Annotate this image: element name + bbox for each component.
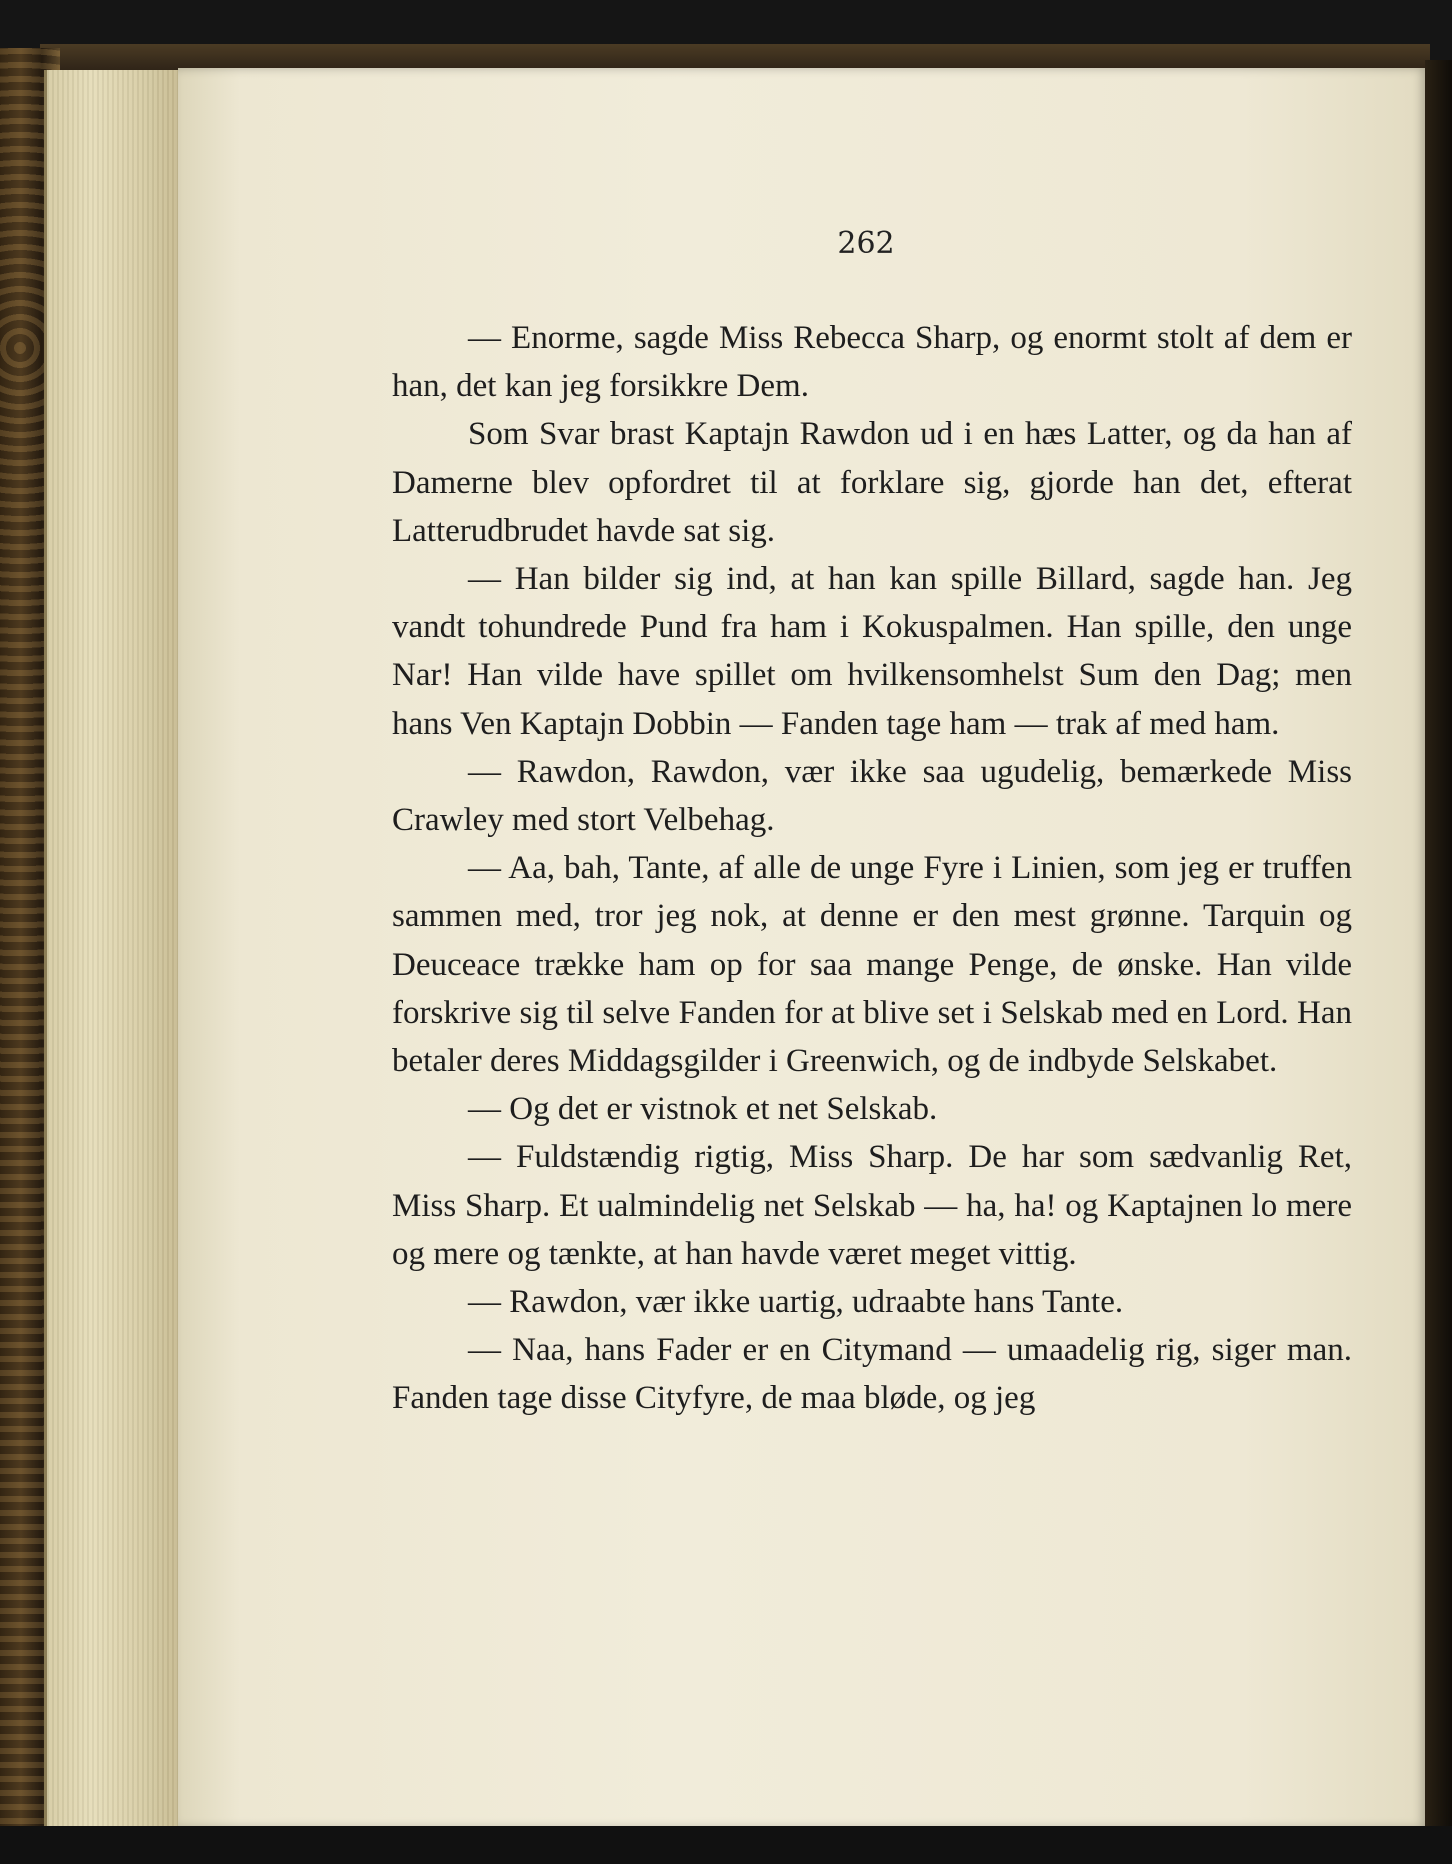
bottom-shadow [0,1826,1452,1864]
page-edges [44,70,197,1830]
paragraph: — Naa, hans Fader er en Citymand — umaadelig rig, siger man. Fanden tage disse Cityfyre, de maa bløde, og jeg [392,1332,1352,1417]
paragraph: — Aa, bah, Tante, af alle de unge Fyre i Linien, som jeg er truffen sammen med, tror jeg nok, at denne er den mest grønne. Tarquin og Deuceace trække ham op for saa mange Penge, de ønske. Han vilde forskrive sig til selve Fanden for at blive set i Selskab med en Lord. Han betaler deres Middagsgilder i Greenwich, og de indbyde Selskabet. [392,850,1352,1080]
paragraph: — Fuldstændig rigtig, Miss Sharp. De har som sædvanlig Ret, Miss Sharp. Et ualmindelig net Selskab — ha, ha! og Kaptajnen lo mere og mere og tænkte, at han havde været meget vittig. [392,1139,1352,1272]
page-text [392,314,1352,1423]
paragraph: Som Svar brast Kaptajn Rawdon ud i en hæs Latter, og da han af Damerne blev opfordret til at forklare sig, gjorde han det, efterat Latterudbrudet havde sat sig. [392,416,1352,549]
paragraph: — Enorme, sagde Miss Rebecca Sharp, og enormt stolt af dem er han, det kan jeg forsikkre Dem. [392,320,1352,405]
right-shadow [1425,60,1452,1840]
paragraph: — Han bilder sig ind, at han kan spille Billard, sagde han. Jeg vandt tohundrede Pund fra ham i Kokuspalmen. Han spille, den unge Nar! Han vilde have spillet om hvilkensomhelst Sum den Dag; men hans Ven Kaptajn Dobbin — Fanden tage ham — trak af med ham. [392,561,1352,742]
paragraph: — Og det er vistnok et net Selskab. [468,1091,938,1128]
paragraph: — Rawdon, vær ikke uartig, udraabte hans Tante. [468,1284,1124,1321]
page-number: 262 [837,226,895,261]
paragraph: — Rawdon, Rawdon, vær ikke saa ugudelig, bemærkede Miss Crawley med stort Velbehag. [392,753,1352,839]
